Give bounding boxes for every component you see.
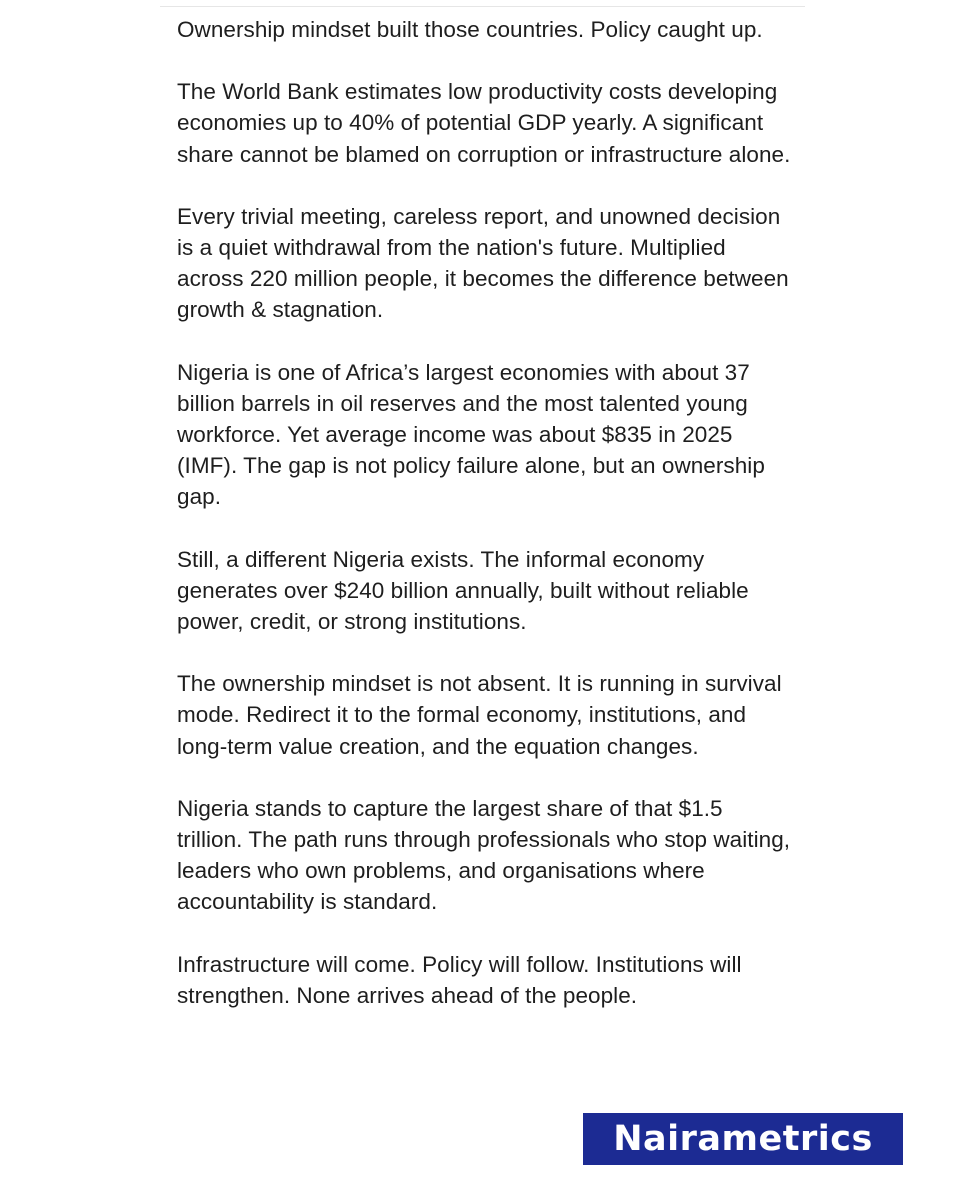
paragraph: Ownership mindset built those countries. Policy caught up. (177, 17, 763, 42)
logo-text: Nairametrics (613, 1118, 873, 1159)
paragraph: The World Bank estimates low productivity costs developing economies up to 40% of potential GDP yearly. A significant share cannot be blamed on corruption or infrastructure alone. (177, 79, 791, 167)
top-divider (160, 6, 805, 7)
paragraph: The ownership mindset is not absent. It is running in survival mode. Redirect it to the formal economy, institutions, and long-term value creation, and the equation changes. (177, 671, 782, 759)
paragraph: Still, a different Nigeria exists. The informal economy generates over $240 billion annually, built without reliable power, credit, or strong institutions. (177, 546, 749, 635)
nairametrics-logo (583, 1113, 903, 1165)
paragraph: Every trivial meeting, careless report, and unowned decision is a quiet withdrawal from the nation's future. Multiplied across 220 million people, it becomes the difference between growth & stagnation. (177, 203, 789, 323)
paragraph: Infrastructure will come. Policy will follow. Institutions will strengthen. None arrives ahead of the people. (177, 951, 742, 1008)
paragraph: Nigeria stands to capture the largest share of that $1.5 trillion. The path runs through professionals who stop waiting, leaders who own problems, and organisations where accountability is standard. (177, 795, 791, 915)
paragraph: Nigeria is one of Africa’s largest economies with about 37 billion barrels in oil reserves and the most talented young workforce. Yet average income was about $835 in 2025 (IMF). The gap is not policy failure alone, but an ownership gap. (177, 359, 765, 510)
article-body (177, 14, 792, 1042)
